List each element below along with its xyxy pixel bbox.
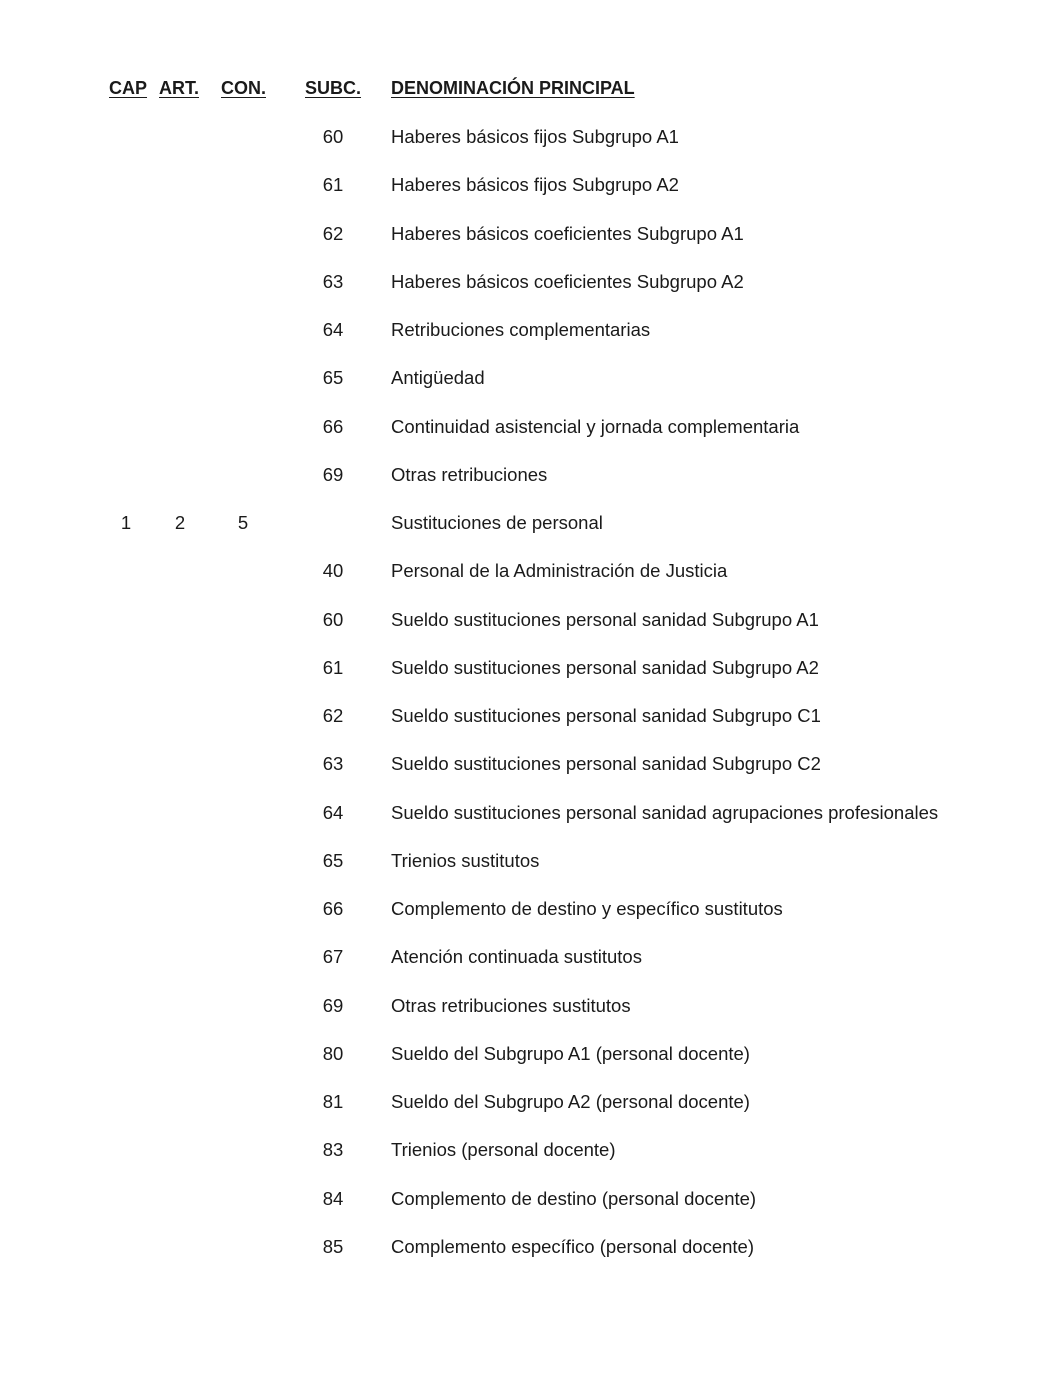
row-cap: 1	[120, 512, 132, 533]
row-denominacion: Trienios sustitutos	[391, 849, 540, 871]
table-row	[0, 1188, 1058, 1236]
row-denominacion: Atención continuada sustitutos	[391, 946, 642, 968]
row-denominacion: Otras retribuciones sustitutos	[391, 994, 631, 1016]
table-row	[0, 1091, 1058, 1139]
row-denominacion: Trienios (personal docente)	[391, 1139, 616, 1161]
row-subc: 65	[322, 849, 344, 871]
row-denominacion: Haberes básicos coeficientes Subgrupo A2	[391, 270, 744, 292]
row-denominacion: Complemento específico (personal docente)	[391, 1235, 754, 1257]
row-subc: 60	[322, 126, 344, 147]
table-row	[0, 271, 1058, 319]
row-denominacion: Antigüedad	[391, 367, 485, 389]
row-denominacion: Sueldo sustituciones personal sanidad Subgrupo C2	[391, 753, 821, 775]
row-subc: 64	[322, 319, 344, 340]
row-subc: 66	[322, 898, 344, 919]
row-subc: 84	[322, 1187, 344, 1209]
table-row	[0, 367, 1058, 415]
row-denominacion: Complemento de destino (personal docente)	[391, 1187, 757, 1209]
row-subc: 69	[322, 463, 344, 485]
row-denominacion: Sueldo del Subgrupo A2 (personal docente)	[391, 1091, 750, 1112]
table-row	[0, 705, 1058, 753]
row-subc: 69	[322, 994, 344, 1016]
table-row	[0, 223, 1058, 271]
table-body	[0, 126, 1058, 1284]
row-denominacion: Otras retribuciones	[391, 463, 548, 485]
row-subc: 62	[322, 222, 344, 244]
row-subc: 66	[322, 415, 344, 437]
row-subc: 80	[322, 1042, 344, 1064]
row-denominacion: Continuidad asistencial y jornada complementaria	[391, 415, 800, 437]
table-row	[0, 1043, 1058, 1091]
table-row	[0, 609, 1058, 657]
header-cap: CAP	[109, 78, 148, 98]
header-denominacion: DENOMINACIÓN PRINCIPAL	[391, 78, 635, 98]
row-con: 5	[237, 512, 249, 533]
table-row	[0, 850, 1058, 898]
row-subc: 62	[322, 705, 344, 726]
row-subc: 65	[322, 367, 344, 389]
table-row	[0, 560, 1058, 608]
row-subc: 85	[322, 1235, 344, 1257]
row-denominacion: Sueldo sustituciones personal sanidad Subgrupo A1	[391, 608, 819, 630]
header-con: CON.	[221, 78, 266, 98]
row-denominacion: Haberes básicos coeficientes Subgrupo A1	[391, 222, 744, 244]
table-row	[0, 319, 1058, 367]
row-denominacion: Haberes básicos fijos Subgrupo A1	[391, 126, 679, 147]
row-subc: 61	[322, 656, 344, 678]
row-denominacion: Haberes básicos fijos Subgrupo A2	[391, 174, 679, 196]
row-denominacion: Sueldo sustituciones personal sanidad agrupaciones profesionales	[391, 801, 939, 823]
table-row	[0, 1139, 1058, 1187]
table-row	[0, 416, 1058, 464]
table-header	[0, 78, 1058, 104]
row-subc: 63	[322, 270, 344, 292]
row-subc: 81	[322, 1091, 344, 1112]
row-subc: 60	[322, 608, 344, 630]
row-subc: 64	[322, 801, 344, 823]
table-row	[0, 464, 1058, 512]
table-row	[0, 946, 1058, 994]
table-row	[0, 753, 1058, 801]
table-row	[0, 657, 1058, 705]
row-denominacion: Retribuciones complementarias	[391, 319, 651, 340]
header-subc: SUBC.	[305, 78, 362, 98]
row-denominacion: Sueldo del Subgrupo A1 (personal docente)	[391, 1042, 750, 1064]
row-subc: 67	[322, 946, 344, 968]
row-subc: 61	[322, 174, 344, 196]
table-row	[0, 126, 1058, 174]
header-art: ART.	[159, 78, 199, 98]
row-denominacion: Sustituciones de personal	[391, 512, 603, 533]
table-row	[0, 995, 1058, 1043]
row-denominacion: Complemento de destino y específico sustitutos	[391, 898, 783, 919]
row-subc: 83	[322, 1139, 344, 1161]
table-row	[0, 802, 1058, 850]
row-subc: 40	[322, 560, 344, 582]
row-denominacion: Sueldo sustituciones personal sanidad Subgrupo C1	[391, 705, 821, 726]
table-row	[0, 1236, 1058, 1284]
row-denominacion: Sueldo sustituciones personal sanidad Subgrupo A2	[391, 656, 819, 678]
table-row	[0, 512, 1058, 560]
row-denominacion: Personal de la Administración de Justicia	[391, 560, 728, 582]
row-subc: 63	[322, 753, 344, 775]
row-art: 2	[174, 512, 186, 533]
table-row	[0, 174, 1058, 222]
table-row	[0, 898, 1058, 946]
